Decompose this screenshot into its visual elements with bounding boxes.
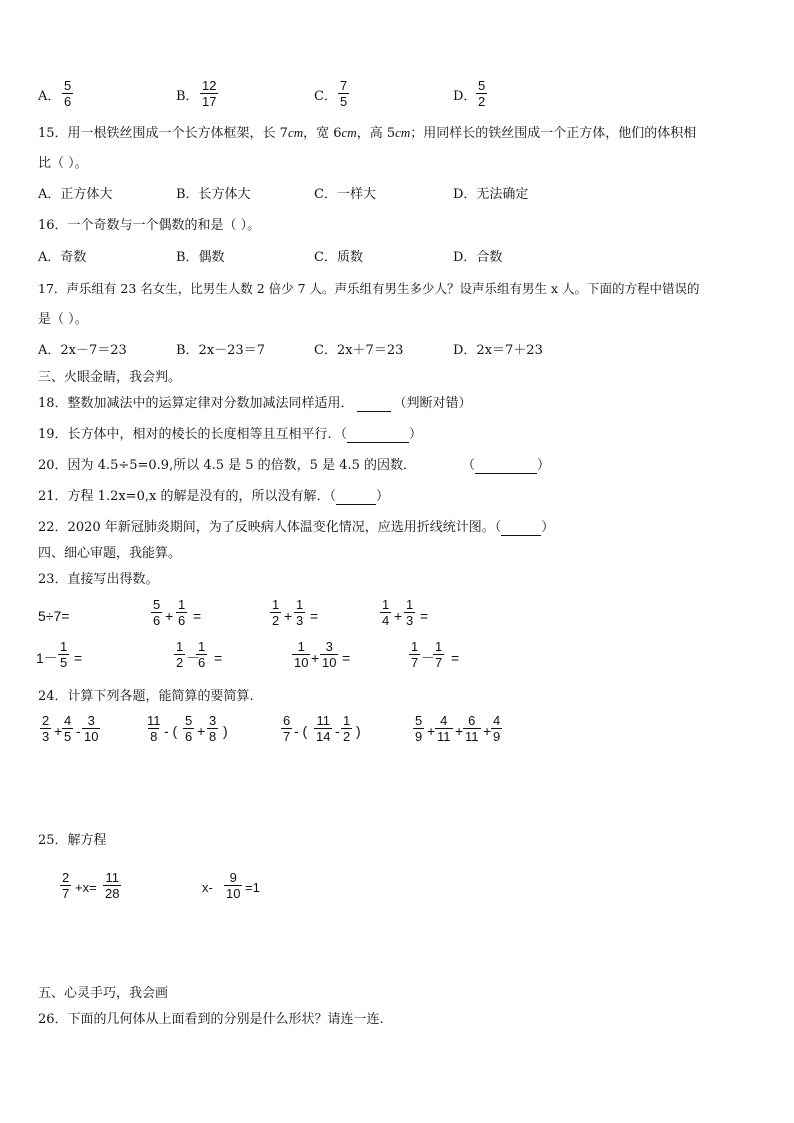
unit-cm: cm — [287, 125, 304, 140]
equals: = — [420, 608, 429, 624]
fraction — [463, 713, 481, 744]
question-26: 26．下面的几何体从上面看到的分别是什么形状？请连一连. — [38, 1012, 384, 1027]
question-19-text: 19．长方体中，相对的棱长的长度相等且互相平行．（ — [38, 427, 348, 442]
question-17-line-2: 是（ ）。 — [38, 312, 88, 327]
numerator: 5 — [478, 78, 486, 93]
numerator: 1 — [435, 639, 443, 654]
question-24-title: 24．计算下列各题，能简算的要简算. — [38, 689, 254, 704]
numerator: 3 — [87, 713, 95, 728]
question-17: 17．声乐组有 23 名女生，比男生人数 2 倍少 7 人。声乐组有男生多少人？设声乐组有男生 x 人。下面的方程中错误的 — [38, 281, 700, 296]
fraction — [196, 639, 207, 670]
numerator: 1 — [297, 639, 305, 654]
question-18-text: 18．整数加减法中的运算定律对分数加减法同样适用． — [38, 396, 354, 411]
q14-option-c-fraction — [338, 78, 349, 109]
question-19 — [38, 427, 422, 443]
denominator: 7 — [62, 886, 70, 901]
fraction — [174, 639, 185, 670]
fraction — [281, 713, 292, 744]
question-15-text-1: 用一根铁丝围成一个长方体框架，长 7 — [67, 126, 288, 141]
q16-option-c: C．质数 — [314, 250, 363, 265]
fraction — [292, 639, 310, 670]
q14-option-d-label: D． — [453, 89, 477, 104]
unit-cm: cm — [341, 125, 357, 140]
section-3-heading: 三、火眼金睛，我会判。 — [38, 370, 182, 385]
numerator: 7 — [340, 78, 348, 93]
numerator: 12 — [202, 78, 217, 93]
numerator: 2 — [62, 870, 70, 885]
numerator: 1 — [272, 597, 280, 612]
question-20-answer — [462, 458, 550, 474]
operator: + — [394, 608, 403, 624]
numerator: 4 — [493, 713, 501, 728]
fraction — [207, 713, 218, 744]
answer-blank[interactable] — [501, 523, 541, 536]
question-21-tail: ） — [375, 489, 389, 504]
fraction — [314, 713, 332, 744]
equals: = — [451, 650, 460, 666]
question-15 — [38, 125, 696, 142]
question-15-line-2: 比（ ）。 — [38, 156, 88, 171]
numerator: 6 — [468, 713, 476, 728]
operator: - — [76, 723, 81, 739]
q15-option-b: B．长方体大 — [176, 187, 251, 202]
q14-option-b-label: B． — [176, 89, 199, 104]
denominator: 8 — [209, 729, 217, 744]
question-22-text: 22．2020 年新冠肺炎期间，为了反映病人体温变化情况，应选用折线统计图。（ — [38, 520, 502, 535]
denominator: 3 — [296, 613, 304, 628]
question-20-text: 20．因为 4.5÷5=0.9,所以 4.5 是 5 的倍数，5 是 4.5 的因数． — [38, 458, 417, 473]
answer-blank[interactable] — [347, 430, 409, 443]
operator: - ( — [294, 723, 308, 739]
fraction — [60, 870, 71, 901]
fraction — [404, 597, 415, 628]
numerator: 5 — [415, 713, 423, 728]
denominator: 6 — [64, 94, 72, 109]
operator: + — [284, 608, 293, 624]
q16-option-d: D．合数 — [453, 250, 503, 265]
denominator: 2 — [478, 94, 486, 109]
question-22-tail: ） — [541, 520, 555, 535]
numerator: 1 — [178, 597, 186, 612]
question-15-text-3: ，高 5 — [356, 126, 396, 141]
question-15-text-4: ；用同样长的铁丝围成一个正方体，他们的体积相 — [410, 126, 697, 141]
equals: = — [193, 608, 202, 624]
question-15-text-2: ，宽 6 — [303, 126, 342, 141]
numerator: 11 — [316, 713, 330, 728]
operator: + — [197, 723, 206, 739]
close-paren: ) — [223, 723, 228, 739]
denominator: 3 — [406, 613, 414, 628]
fraction — [62, 713, 73, 744]
q14-option-c-label: C． — [314, 89, 337, 104]
question-19-tail: ） — [409, 427, 423, 442]
numerator: 11 — [147, 713, 161, 728]
fraction — [224, 870, 242, 901]
denominator: 5 — [64, 729, 72, 744]
denominator: 6 — [185, 729, 193, 744]
denominator: 11 — [437, 729, 451, 744]
q17-option-a: A．2x－7＝23 — [38, 343, 127, 358]
denominator: 9 — [493, 729, 501, 744]
operator: + — [311, 650, 320, 666]
numerator: 1 — [176, 639, 184, 654]
denominator: 11 — [465, 729, 479, 744]
numerator: 1 — [343, 713, 351, 728]
fraction — [294, 597, 305, 628]
q16-option-b: B．偶数 — [176, 250, 225, 265]
answer-blank[interactable] — [357, 399, 391, 412]
numerator: 2 — [42, 713, 50, 728]
numerator: 1 — [406, 597, 414, 612]
fraction — [176, 597, 187, 628]
denominator: 14 — [316, 729, 331, 744]
denominator: 2 — [176, 655, 184, 670]
q17-option-c: C．2x＋7＝23 — [314, 343, 404, 358]
question-16: 16．一个奇数与一个偶数的和是（ ）。 — [38, 218, 261, 233]
fraction — [380, 597, 391, 628]
denominator: 28 — [105, 886, 120, 901]
section-5-heading: 五、心灵手巧，我会画 — [38, 986, 169, 1001]
denominator: 10 — [84, 729, 99, 744]
operator: － — [421, 650, 435, 666]
q16-option-a: A．奇数 — [38, 250, 87, 265]
equation-prefix: x- — [202, 880, 213, 895]
numerator: 4 — [440, 713, 448, 728]
operator: - ( — [164, 723, 178, 739]
expr-5-div-7: 5÷7= — [38, 608, 70, 624]
denominator: 10 — [226, 886, 241, 901]
denominator: 5 — [340, 94, 348, 109]
fraction — [270, 597, 281, 628]
fraction — [82, 713, 100, 744]
denominator: 6 — [153, 613, 161, 628]
fraction — [409, 639, 420, 670]
fraction — [183, 713, 194, 744]
numerator: 3 — [325, 639, 333, 654]
numerator: 3 — [209, 713, 217, 728]
question-22 — [38, 520, 554, 536]
fraction — [435, 713, 453, 744]
equals: = — [342, 650, 351, 666]
fraction — [433, 639, 444, 670]
operator: － — [186, 650, 200, 666]
fraction — [413, 713, 424, 744]
denominator: 10 — [294, 655, 309, 670]
denominator: 3 — [42, 729, 50, 744]
fraction — [58, 639, 69, 670]
numerator: 1 — [296, 597, 304, 612]
close-paren: ) — [356, 723, 361, 739]
denominator: 7 — [435, 655, 443, 670]
denominator: 10 — [322, 655, 337, 670]
denominator: 4 — [382, 613, 390, 628]
numerator: 1 — [382, 597, 390, 612]
fraction — [491, 713, 502, 744]
q17-option-d: D．2x＝7＋23 — [453, 343, 543, 358]
q15-option-d: D．无法确定 — [453, 187, 529, 202]
denominator: 2 — [343, 729, 351, 744]
operator: - — [335, 723, 340, 739]
fraction — [341, 713, 352, 744]
numerator: 11 — [105, 870, 119, 885]
denominator: 2 — [272, 613, 280, 628]
operator: + — [483, 723, 492, 739]
numerator: 5 — [64, 78, 72, 93]
fraction — [320, 639, 338, 670]
denominator: 5 — [60, 655, 68, 670]
numerator: 5 — [153, 597, 161, 612]
question-20-open: （ — [462, 458, 476, 473]
question-18-tail: （判断对错） — [393, 396, 472, 411]
question-21-text: 21．方程 1.2x=0,x 的解是没有的，所以没有解．（ — [38, 489, 336, 504]
q14-option-b-fraction — [200, 78, 218, 109]
unit-cm: cm — [395, 125, 411, 140]
answer-blank[interactable] — [336, 492, 376, 505]
section-4-heading: 四、细心审题，我能算。 — [38, 546, 182, 561]
operator: + — [165, 608, 174, 624]
equation-suffix: =1 — [245, 880, 260, 895]
fraction — [40, 713, 51, 744]
denominator: 17 — [202, 94, 217, 109]
denominator: 9 — [415, 729, 423, 744]
numerator: 1 — [60, 639, 68, 654]
equals: = — [310, 608, 319, 624]
question-25-title: 25．解方程 — [38, 833, 107, 848]
q14-option-a-fraction — [62, 78, 73, 109]
q15-option-a: A．正方体大 — [38, 187, 113, 202]
q15-option-c: C．一样大 — [314, 187, 376, 202]
q14-option-a-label: A． — [38, 89, 61, 104]
denominator: 8 — [150, 729, 158, 744]
question-20 — [38, 458, 416, 474]
q17-option-b: B．2x－23＝7 — [176, 343, 265, 358]
denominator: 6 — [198, 655, 206, 670]
question-number: 15． — [38, 126, 68, 141]
denominator: 6 — [178, 613, 186, 628]
denominator: 7 — [411, 655, 419, 670]
fraction — [145, 713, 163, 744]
numerator: 9 — [229, 870, 237, 885]
one-minus: 1－ — [36, 650, 58, 666]
operator: + — [54, 723, 63, 739]
operator: + — [427, 723, 436, 739]
question-18 — [38, 396, 472, 412]
denominator: 7 — [283, 729, 291, 744]
q14-option-d-fraction — [476, 78, 487, 109]
operator: + — [455, 723, 464, 739]
question-23-title: 23．直接写出得数。 — [38, 572, 159, 587]
question-20-tail: ） — [537, 458, 551, 473]
fraction — [151, 597, 162, 628]
question-21 — [38, 489, 389, 505]
fraction — [103, 870, 121, 901]
numerator: 5 — [185, 713, 193, 728]
numerator: 1 — [411, 639, 419, 654]
numerator: 1 — [198, 639, 206, 654]
equation-middle: +x= — [75, 880, 97, 895]
equals: = — [74, 650, 83, 666]
numerator: 4 — [64, 713, 72, 728]
equals: = — [214, 650, 223, 666]
answer-blank[interactable] — [475, 461, 537, 474]
numerator: 6 — [283, 713, 291, 728]
